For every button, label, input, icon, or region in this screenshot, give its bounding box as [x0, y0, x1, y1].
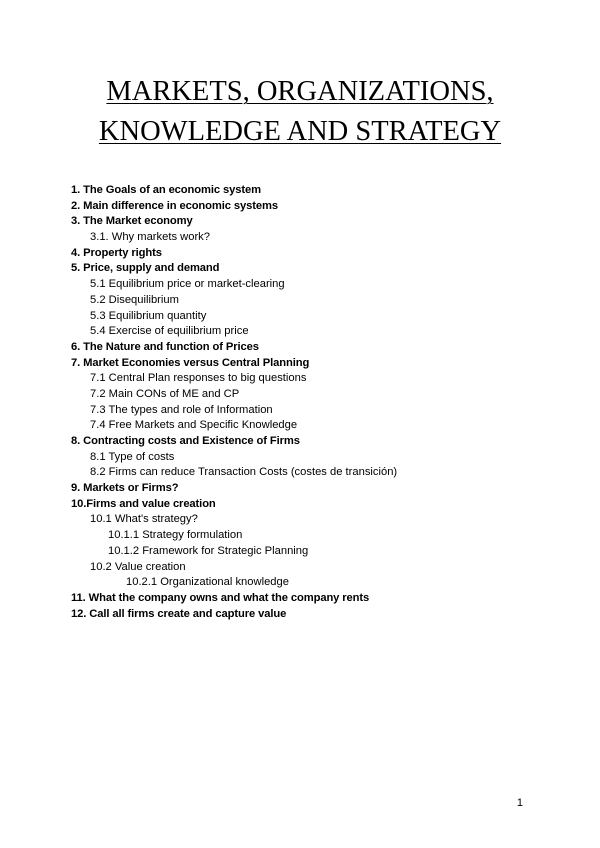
toc-section: 7. Market Economies versus Central Planning: [71, 356, 310, 369]
toc-subsection: 10.2.1 Organizational knowledge: [126, 576, 289, 589]
toc-section: 1. The Goals of an economic system: [71, 184, 261, 196]
toc-subsection: 10.1.2 Framework for Strategic Planning: [108, 544, 309, 557]
toc-section: 4. Property rights: [71, 246, 162, 259]
toc-subsection: 5.2 Disequilibrium: [90, 293, 179, 306]
toc-subsection: 10.1.1 Strategy formulation: [108, 529, 243, 542]
toc-section: 12. Call all firms create and capture value: [71, 607, 287, 620]
toc-section: 2. Main difference in economic systems: [71, 199, 278, 212]
toc-subsection: 7.3 The types and role of Information: [90, 403, 273, 416]
toc-section: 10.Firms and value creation: [71, 497, 216, 510]
toc-section: 9. Markets or Firms?: [71, 482, 179, 495]
toc-subsection: 8.2 Firms can reduce Transaction Costs (costes de transición): [90, 466, 398, 479]
document-title: [0, 72, 600, 152]
toc-section: 6. The Nature and function of Prices: [71, 340, 259, 353]
table-of-contents: [71, 183, 397, 622]
toc-subsection: 10.1 What's strategy?: [90, 513, 198, 526]
toc-section: 5. Price, supply and demand: [71, 262, 220, 275]
toc-subsection: 3.1. Why markets work?: [90, 231, 210, 244]
toc-subsection: 7.1 Central Plan responses to big questions: [90, 372, 307, 385]
title-line-1: MARKETS, ORGANIZATIONS,: [106, 76, 494, 107]
toc-subsection: 7.4 Free Markets and Specific Knowledge: [90, 419, 298, 432]
toc-subsection: 7.2 Main CONs of ME and CP: [90, 387, 240, 400]
toc-subsection: 5.4 Exercise of equilibrium price: [90, 325, 249, 338]
page-number: 1: [516, 797, 523, 809]
toc-subsection: 8.1 Type of costs: [90, 450, 175, 463]
toc-section: 8. Contracting costs and Existence of Firms: [71, 435, 300, 447]
toc-subsection: 10.2 Value creation: [90, 560, 186, 573]
toc-section: 3. The Market economy: [71, 215, 193, 228]
title-line-2: KNOWLEDGE AND STRATEGY: [98, 116, 502, 147]
toc-section: 11. What the company owns and what the company rents: [71, 591, 370, 604]
toc-subsection: 5.3 Equilibrium quantity: [90, 309, 207, 322]
toc-subsection: 5.1 Equilibrium price or market-clearing: [90, 278, 285, 291]
